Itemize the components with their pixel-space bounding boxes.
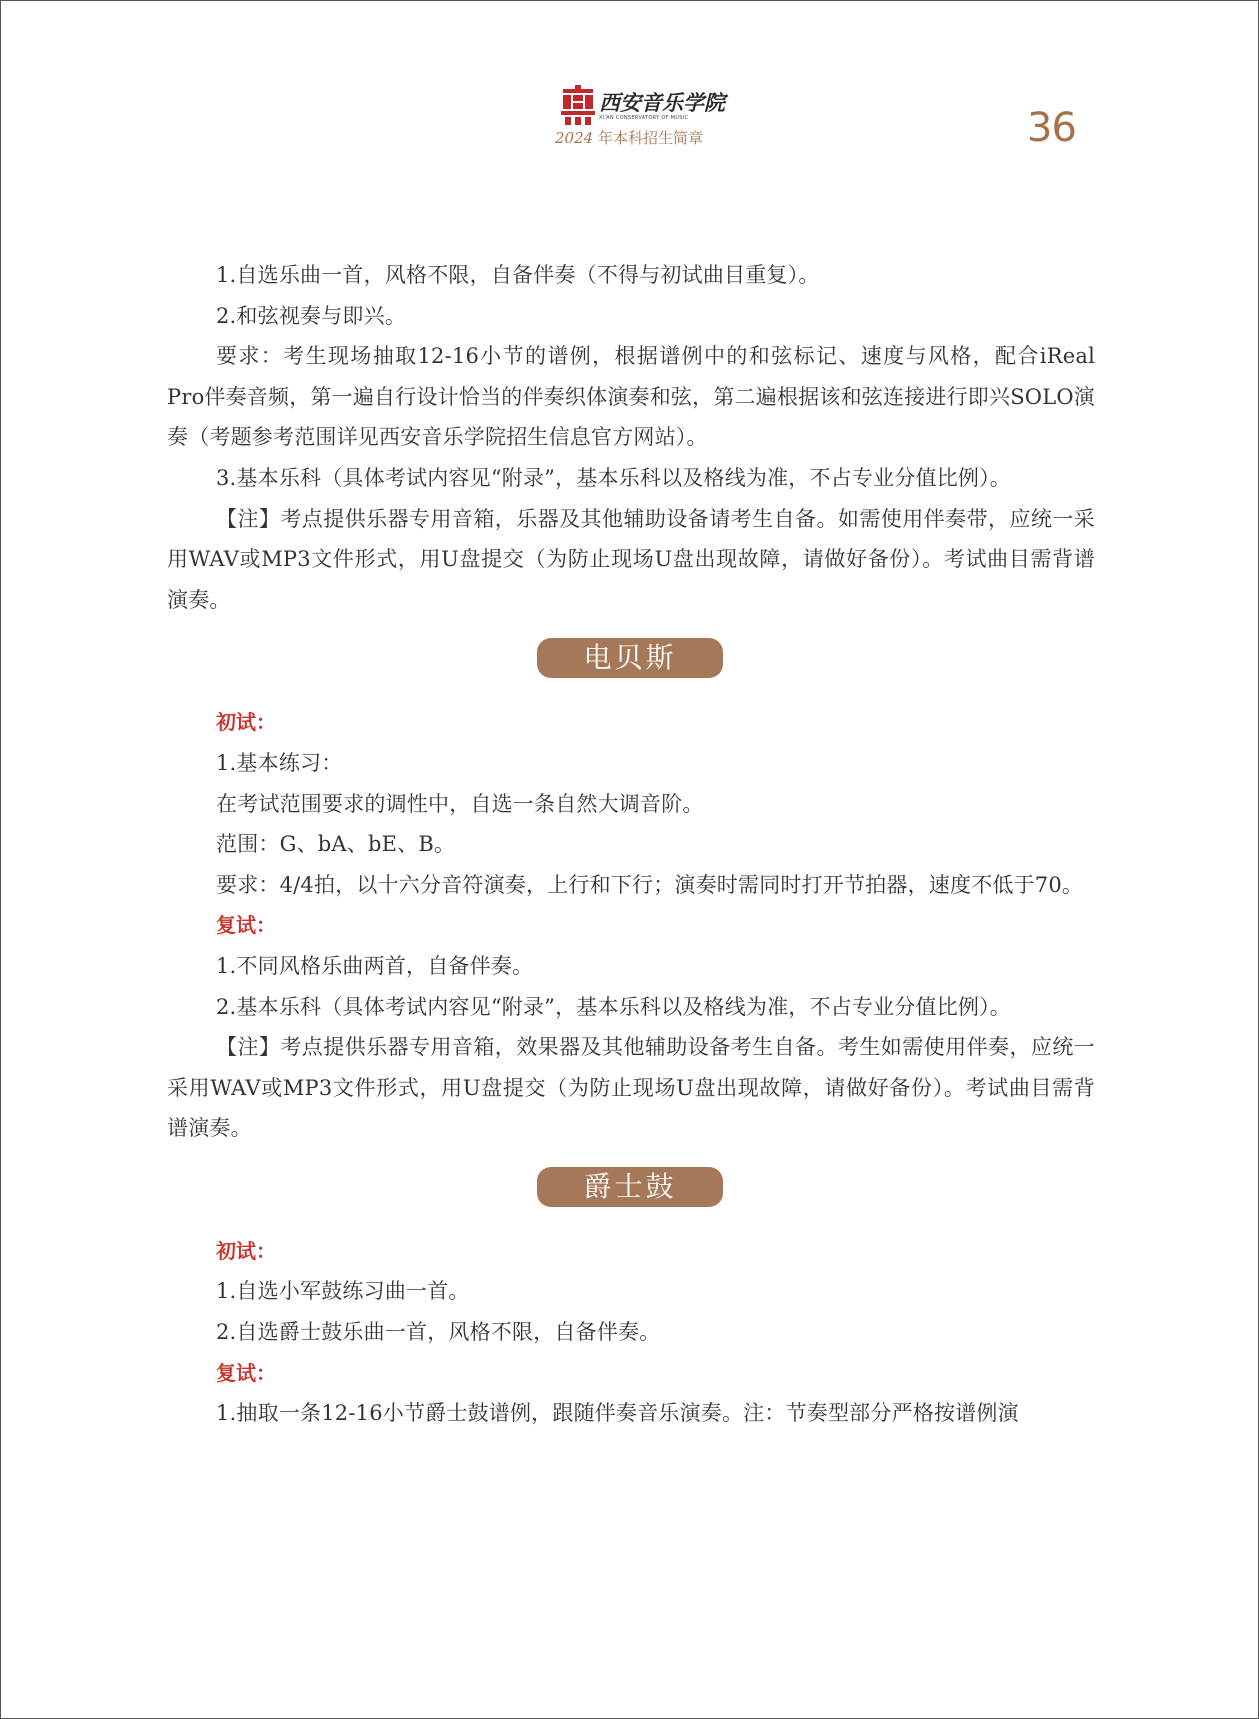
brochure-year: 2024 [555, 129, 594, 147]
paragraph: 1.自选小军鼓练习曲一首。 [216, 1279, 470, 1304]
section-title-electric-bass: 电贝斯 [537, 638, 723, 678]
paragraph: 1.基本练习： [216, 750, 343, 775]
retest-exam-label: 复试： [216, 1360, 276, 1385]
preliminary-exam-label: 初试： [216, 710, 276, 735]
retest-exam-label: 复试： [216, 913, 276, 938]
section-heading-row [167, 620, 1095, 702]
paragraph: 1.不同风格乐曲两首，自备伴奏。 [216, 953, 534, 978]
brochure-subtitle-text: 年本科招生简章 [593, 129, 703, 147]
paragraph: 范围：G、bA、bE、B。 [216, 832, 456, 857]
paragraph: 1.自选乐曲一首，风格不限，自备伴奏（不得与初试曲目重复）。 [216, 263, 820, 287]
paragraph: 2.基本乐科（具体考试内容见“附录”，基本乐科以及格线为准，不占专业分值比例）。 [216, 994, 1012, 1019]
paragraph: 2.自选爵士鼓乐曲一首，风格不限，自备伴奏。 [216, 1320, 661, 1345]
note-paragraph: 【注】考点提供乐器专用音箱，乐器及其他辅助设备请考生自备。如需使用伴奏带，应统一采用WAV或MP3文件形式，用U盘提交（为防止现场U盘出现故障，请做好备份）。考试曲目需背谱演奏。 [167, 506, 1095, 612]
note-paragraph: 【注】考点提供乐器专用音箱，效果器及其他辅助设备考生自备。考生如需使用伴奏，应统一采用WAV或MP3文件形式，用U盘提交（为防止现场U盘出现故障，请做好备份）。考试曲目需背谱演奏。 [167, 1035, 1095, 1141]
conservatory-emblem-icon [561, 85, 595, 125]
paragraph: 要求：4/4拍，以十六分音符演奏，上行和下行；演奏时需同时打开节拍器，速度不低于70。 [216, 872, 1084, 897]
section-heading-row [167, 1149, 1095, 1231]
logo-english-name: XI'AN CONSERVATORY OF MUSIC [599, 115, 689, 121]
header-logo [555, 85, 725, 151]
logo-name: 西安音乐学院 [599, 90, 725, 115]
brochure-subtitle [555, 127, 703, 148]
paragraph: 在考试范围要求的调性中，自选一条自然大调音阶。 [216, 791, 704, 816]
paragraph: 要求：考生现场抽取12-16小节的谱例，根据谱例中的和弦标记、速度与风格，配合iReal Pro伴奏音频，第一遍自行设计恰当的伴奏织体演奏和弦，第二遍根据该和弦连接进行即兴SOLO演奏（考题参考范围详见西安音乐学院招生信息官方网站）。 [167, 344, 1095, 450]
paragraph: 2.和弦视奏与即兴。 [216, 303, 407, 328]
page-number: 36 [1027, 105, 1076, 151]
preliminary-exam-label: 初试： [216, 1238, 276, 1263]
paragraph: 1.抽取一条12-16小节爵士鼓谱例，跟随伴奏音乐演奏。注：节奏型部分严格按谱例演 [216, 1401, 1019, 1426]
section-title-jazz-drums: 爵士鼓 [537, 1167, 723, 1207]
page-content [167, 255, 1095, 1434]
paragraph: 3.基本乐科（具体考试内容见“附录”，基本乐科以及格线为准，不占专业分值比例）。 [216, 465, 1012, 490]
